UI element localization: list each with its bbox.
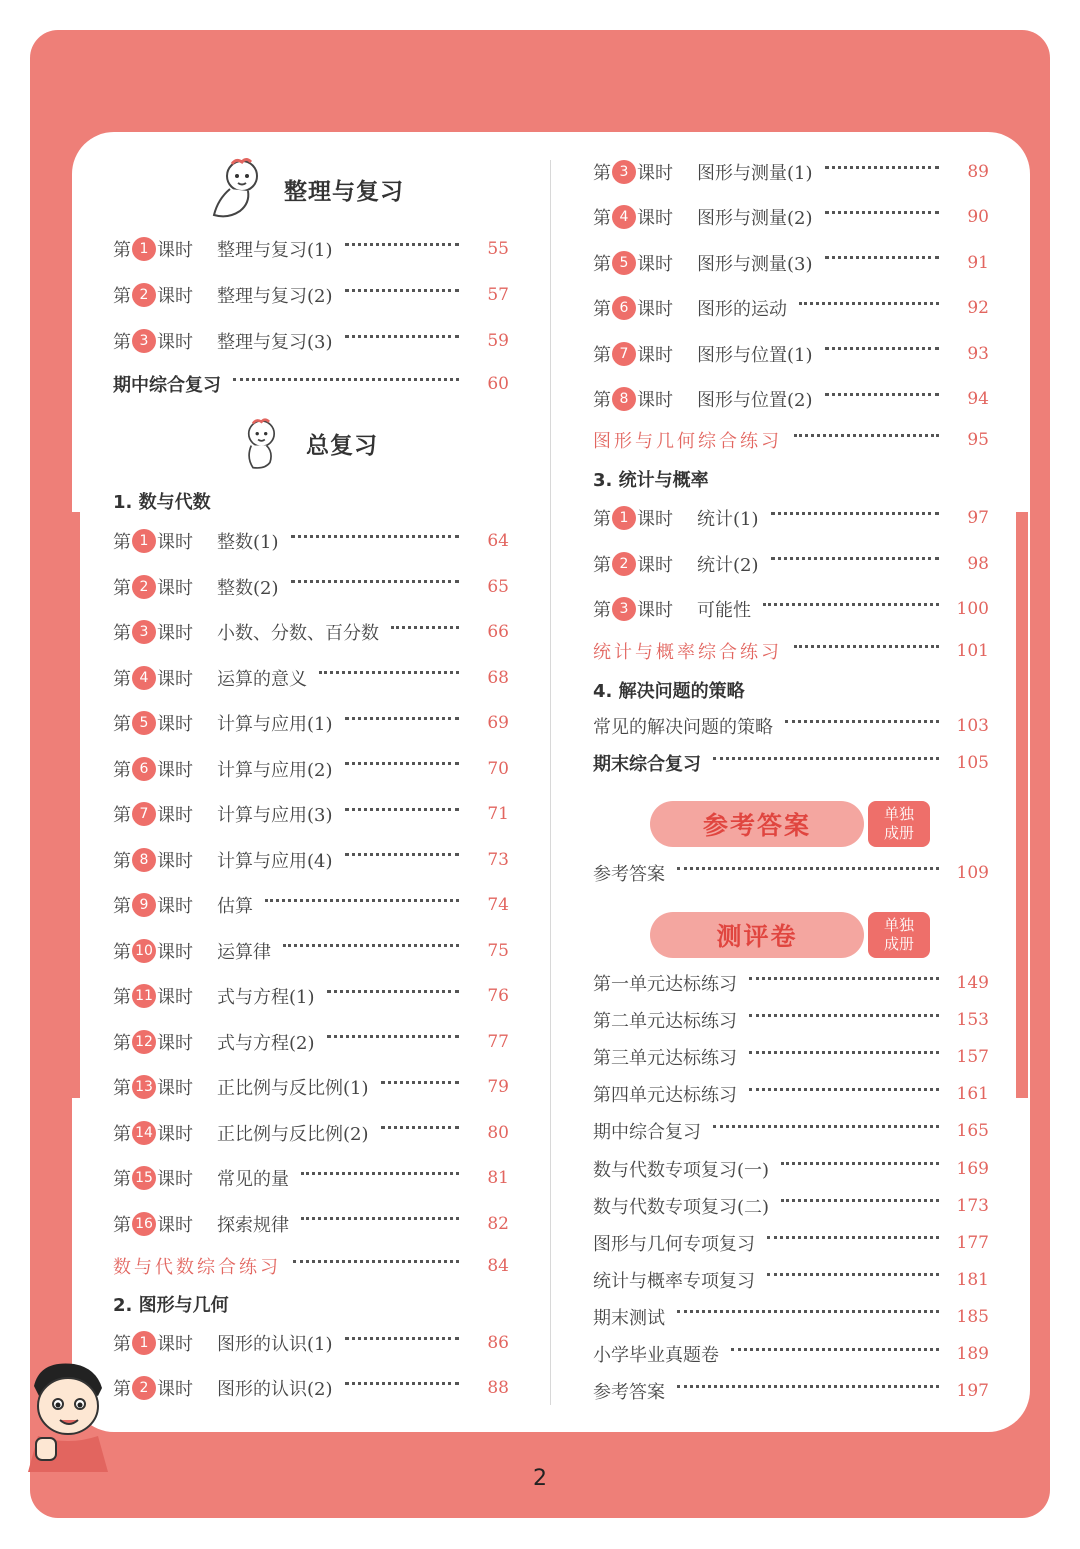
leader-dots [381,1126,460,1129]
page-number: 75 [487,940,509,961]
toc-entry[interactable]: 期末测试 185 [593,1306,989,1329]
toc-entry[interactable]: 第 1 课时 统计(1) 97 [593,508,989,530]
page-number: 90 [967,207,989,228]
toc-entry[interactable]: 第 6 课时 图形的运动 92 [593,298,989,321]
leader-dots [291,580,460,583]
leader-dots [345,808,460,811]
toc-entry[interactable]: 第 9 课时 估算 74 [113,895,509,917]
leader-dots [345,1337,460,1340]
lesson-number-badge: 8 [612,387,636,411]
right-edge-tab [1016,512,1028,1098]
page-number: 77 [487,1031,509,1052]
toc-entry[interactable]: 图形与几何专项复习 177 [593,1232,989,1255]
lesson-number-badge: 13 [132,1075,156,1099]
lesson-number-badge: 3 [132,329,156,353]
page-number: 109 [956,863,989,883]
lesson-number-badge: 15 [132,1166,156,1190]
leader-dots [345,762,460,765]
leader-dots [327,1035,460,1038]
page-number: 65 [487,576,509,597]
page-number: 76 [487,986,509,1006]
leader-dots [677,1310,939,1313]
leader-dots [785,720,939,723]
lesson-number-badge: 2 [612,552,636,576]
page-number: 181 [956,1269,989,1290]
lesson-number-badge: 3 [132,620,156,644]
leader-dots [825,211,940,214]
leader-dots [319,671,459,674]
toc-entry[interactable]: 第 14 课时 正比例与反比例(2) 80 [113,1122,509,1145]
toc-entry-final-review[interactable]: 期末综合复习 105 [593,753,989,775]
leader-dots [677,867,939,870]
toc-entry[interactable]: 第 7 课时 图形与位置(1) 93 [593,343,989,366]
lesson-number-badge: 1 [132,237,156,261]
page-number: 173 [956,1195,989,1216]
lesson-number-badge: 2 [132,1376,156,1400]
answers-banner-label: 参考答案 [650,801,864,847]
page-number: 69 [487,713,509,733]
page-number: 93 [967,343,989,364]
page-number: 59 [487,331,509,351]
toc-entry[interactable]: 第 5 课时 计算与应用(1) 69 [113,713,509,735]
toc-entry[interactable]: 第 5 课时 图形与测量(3) 91 [593,252,989,275]
page-number: 70 [487,758,509,779]
lesson-number-badge: 5 [132,711,156,735]
leader-dots [749,1088,939,1091]
lesson-number-badge: 12 [132,1030,156,1054]
toc-entry-comprehensive[interactable]: 统计与概率综合练习 101 [593,641,989,663]
leader-dots [713,757,939,760]
toc-entry[interactable]: 第 12 课时 式与方程(2) 77 [113,1031,509,1054]
leader-dots [327,990,460,993]
tests-banner-label: 测评卷 [650,912,864,958]
subsection-number-algebra: 1. 数与代数 [113,492,211,513]
toc-entry[interactable]: 第二单元达标练习 153 [593,1010,989,1033]
page-number: 60 [487,374,509,394]
page-number: 103 [956,716,989,736]
leader-dots [713,1125,939,1128]
toc-entry[interactable]: 第 1 课时 图形的认识(1) 86 [113,1333,509,1355]
leader-dots [265,899,459,902]
page-number: 149 [956,973,989,993]
leader-dots [233,378,459,381]
toc-entry[interactable]: 第 3 课时 小数、分数、百分数 66 [113,622,509,644]
toc-entry[interactable]: 第 2 课时 整数(2) 65 [113,576,509,599]
page-number: 101 [956,641,989,661]
lesson-number-badge: 14 [132,1121,156,1145]
baby-mascot-icon [204,156,270,222]
toc-entry[interactable]: 常见的解决问题的策略 103 [593,716,989,738]
toc-entry[interactable]: 第 11 课时 式与方程(1) 76 [113,986,509,1008]
page-number: 74 [487,895,509,915]
leader-dots [771,557,940,560]
tests-banner [650,912,930,958]
separate-booklet-tag: 单独 成册 [868,801,930,847]
leader-dots [781,1162,939,1165]
lesson-number-badge: 1 [612,506,636,530]
lesson-number-badge: 16 [132,1212,156,1236]
toc-entry[interactable]: 第 8 课时 计算与应用(4) 73 [113,849,509,872]
toc-entry[interactable]: 统计与概率专项复习 181 [593,1269,989,1292]
page-number: 73 [487,849,509,870]
page-number: 197 [956,1381,989,1402]
toc-entry[interactable]: 第 2 课时 整理与复习(2) 57 [113,285,509,307]
lesson-number-badge: 3 [612,160,636,184]
toc-entry[interactable]: 第 2 课时 统计(2) 98 [593,553,989,576]
left-edge-tab [68,512,80,1098]
toc-entry[interactable]: 第 2 课时 图形的认识(2) 88 [113,1378,509,1400]
page-number: 79 [487,1077,509,1097]
subsection-geometry: 2. 图形与几何 [113,1295,229,1316]
toc-entry[interactable]: 第 15 课时 常见的量 81 [113,1168,509,1190]
toc-entry[interactable]: 小学毕业真题卷 189 [593,1344,989,1366]
toc-entry[interactable]: 第 16 课时 探索规律 82 [113,1213,509,1236]
page-number: 55 [487,239,509,259]
page-number: 91 [967,252,989,273]
lesson-number-badge: 7 [612,342,636,366]
leader-dots [794,434,939,437]
leader-dots [293,1260,459,1263]
leader-dots [291,535,460,538]
toc-entry[interactable]: 第 3 课时 图形与测量(1) 89 [593,162,989,184]
leader-dots [749,1051,939,1054]
toc-entry[interactable]: 第 4 课时 图形与测量(2) 90 [593,207,989,230]
page-number: 88 [487,1378,509,1398]
lesson-number-badge: 2 [132,575,156,599]
leader-dots [301,1172,459,1175]
leader-dots [749,1014,939,1017]
leader-dots [825,347,940,350]
toc-entry[interactable]: 第 6 课时 计算与应用(2) 70 [113,758,509,781]
toc-entry-comprehensive[interactable]: 数与代数综合练习 84 [113,1256,509,1278]
leader-dots [767,1273,939,1276]
toc-entry[interactable]: 第 1 课时 整数(1) 64 [113,531,509,553]
baby-mascot-icon [236,410,292,476]
leader-dots [301,1217,459,1220]
page-number: 169 [956,1158,989,1179]
leader-dots [345,243,460,246]
toc-entry[interactable]: 第 10 课时 运算律 75 [113,940,509,963]
page-number: 71 [487,804,509,824]
lesson-number-badge: 2 [132,283,156,307]
lesson-number-badge: 1 [132,529,156,553]
leader-dots [345,289,460,292]
review-heading [204,156,404,222]
toc-entry[interactable]: 第三单元达标练习 157 [593,1047,989,1070]
leader-dots [283,944,459,947]
separate-booklet-tag: 单独 成册 [868,912,930,958]
general-review-heading [236,410,378,476]
toc-entry-comprehensive[interactable]: 图形与几何综合练习 95 [593,430,989,452]
cartoon-boy-icon [28,1360,108,1472]
leader-dots [749,977,939,980]
review-heading-text: 整理与复习 [284,178,404,205]
page-number: 81 [487,1168,509,1188]
leader-dots [381,1081,460,1084]
toc-entry[interactable]: 第 1 课时 整理与复习(1) 55 [113,239,509,261]
general-review-heading-text: 总复习 [306,432,378,459]
leader-dots [825,166,940,169]
toc-entry[interactable]: 参考答案 109 [593,863,989,885]
leader-dots [799,302,939,305]
leader-dots [345,853,460,856]
leader-dots [345,1382,460,1385]
page-number: 92 [967,298,989,319]
toc-entry[interactable]: 数与代数专项复习(二) 173 [593,1195,989,1218]
lesson-number-badge: 4 [612,205,636,229]
leader-dots [771,512,940,515]
lesson-number-badge: 8 [132,848,156,872]
leader-dots [763,603,939,606]
page-number: 165 [956,1121,989,1142]
toc-entry[interactable]: 第 4 课时 运算的意义 68 [113,667,509,690]
leader-dots [767,1236,939,1239]
leader-dots [391,626,459,629]
page-number-footer: 2 [533,1466,547,1491]
toc-entry[interactable]: 数与代数专项复习(一) 169 [593,1158,989,1181]
toc-entry-midterm[interactable]: 期中综合复习 60 [113,374,509,396]
page-number: 100 [956,599,989,619]
lesson-number-badge: 10 [132,939,156,963]
toc-entry[interactable]: 期中综合复习 165 [593,1121,989,1144]
page-number: 185 [956,1306,989,1327]
page-number: 86 [487,1333,509,1353]
page-number: 80 [487,1122,509,1143]
toc-entry[interactable]: 第 8 课时 图形与位置(2) 94 [593,389,989,411]
leader-dots [345,717,460,720]
toc-entry[interactable]: 第 13 课时 正比例与反比例(1) 79 [113,1077,509,1099]
subsection-statistics: 3. 统计与概率 [593,470,709,491]
lesson-number-badge: 11 [132,984,156,1008]
toc-entry[interactable]: 第 3 课时 可能性 100 [593,599,989,621]
page-number: 84 [487,1256,509,1276]
page-number: 89 [967,162,989,182]
page-number: 97 [967,508,989,528]
page-number: 105 [956,753,989,773]
page-number: 189 [956,1344,989,1364]
page-number: 177 [956,1232,989,1253]
page-number: 98 [967,553,989,574]
page-number: 161 [956,1084,989,1105]
toc-entry[interactable]: 第一单元达标练习 149 [593,973,989,995]
page-number: 157 [956,1047,989,1068]
subsection-strategy: 4. 解决问题的策略 [593,681,745,702]
leader-dots [677,1385,939,1388]
leader-dots [825,256,940,259]
toc-entry[interactable]: 参考答案 197 [593,1381,989,1404]
lesson-number-badge: 6 [132,757,156,781]
page-number: 82 [487,1213,509,1234]
page-number: 66 [487,622,509,642]
page-number: 57 [487,285,509,305]
lesson-number-badge: 5 [612,251,636,275]
page-number: 68 [487,667,509,688]
column-divider [550,160,551,1405]
page-number: 94 [967,389,989,409]
page-number: 153 [956,1010,989,1031]
toc-entry[interactable]: 第 7 课时 计算与应用(3) 71 [113,804,509,826]
toc-entry[interactable]: 第 3 课时 整理与复习(3) 59 [113,331,509,353]
lesson-number-badge: 6 [612,296,636,320]
leader-dots [345,335,460,338]
leader-dots [731,1348,939,1351]
page-number: 64 [487,531,509,551]
leader-dots [794,645,939,648]
lesson-number-badge: 7 [132,802,156,826]
leader-dots [781,1199,939,1202]
lesson-number-badge: 4 [132,666,156,690]
page-number: 95 [967,430,989,450]
leader-dots [825,393,940,396]
lesson-number-badge: 9 [132,893,156,917]
answers-banner [650,801,930,847]
lesson-number-badge: 3 [612,597,636,621]
lesson-number-badge: 1 [132,1331,156,1355]
toc-entry[interactable]: 第四单元达标练习 161 [593,1084,989,1107]
